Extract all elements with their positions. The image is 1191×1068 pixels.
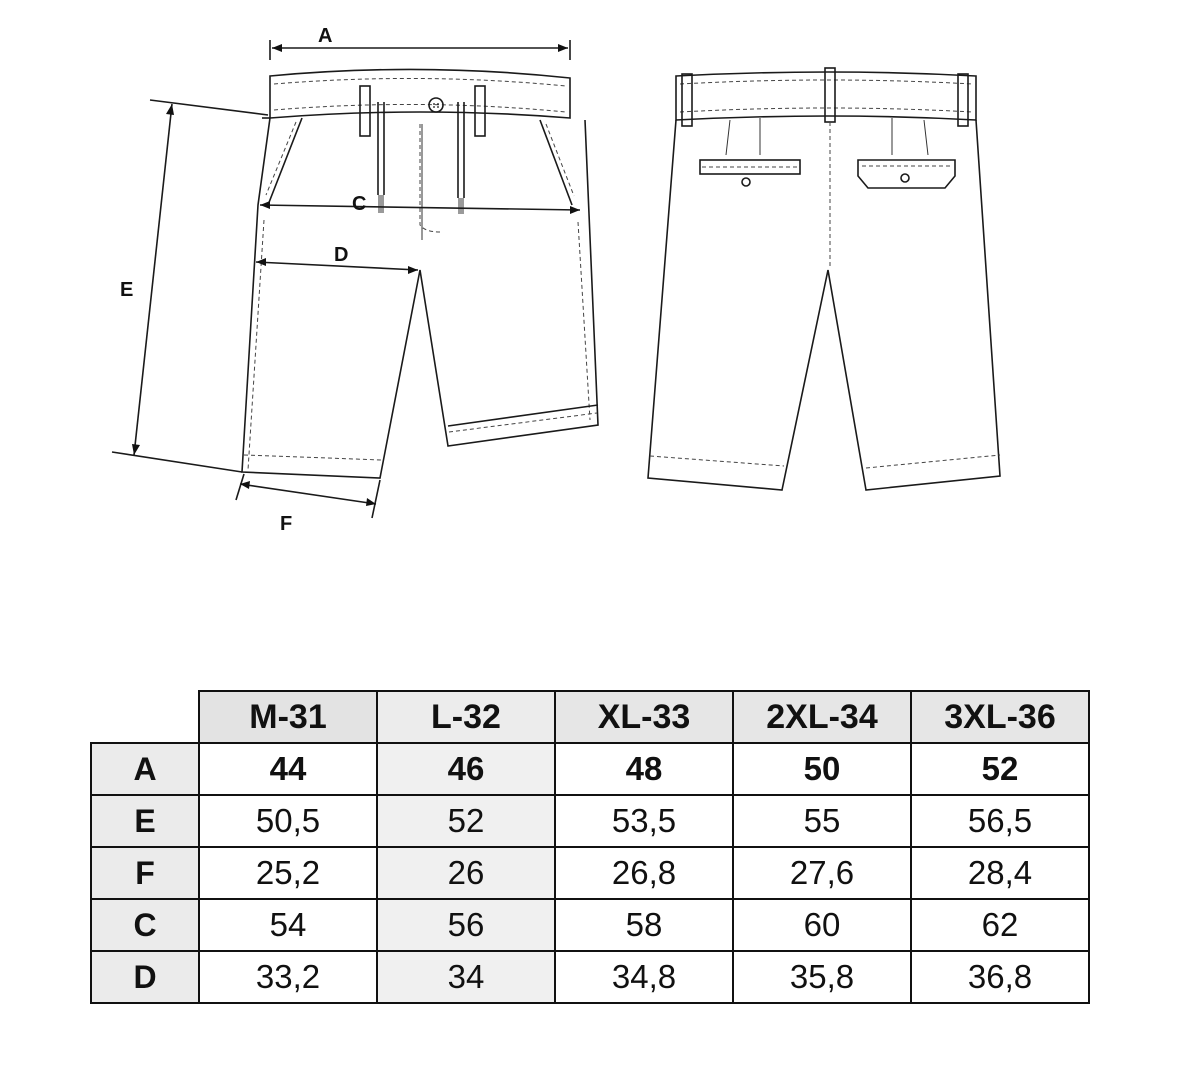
table-cell: 52: [911, 743, 1089, 795]
row-label: E: [91, 795, 199, 847]
table-cell: 26: [377, 847, 555, 899]
left-leg-hem: [244, 455, 382, 460]
back-view-shorts: [648, 68, 1000, 490]
table-cell: 26,8: [555, 847, 733, 899]
table-cell: 60: [733, 899, 911, 951]
table-cell: 52: [377, 795, 555, 847]
size-header: M-31: [199, 691, 377, 743]
table-cell: 27,6: [733, 847, 911, 899]
table-cell: 35,8: [733, 951, 911, 1003]
front-waistband: [270, 69, 570, 118]
table-row: [91, 795, 1089, 847]
front-belt-loop-right: [475, 86, 485, 136]
table-row: [91, 847, 1089, 899]
table-cell: 33,2: [199, 951, 377, 1003]
front-belt-loop-left: [360, 86, 370, 136]
table-cell: 28,4: [911, 847, 1089, 899]
table-cell: 58: [555, 899, 733, 951]
table-header-row: [91, 691, 1089, 743]
back-body-outline: [648, 120, 1000, 490]
back-belt-loop-right: [958, 74, 968, 126]
table-cell: 44: [199, 743, 377, 795]
front-body-outline: [242, 118, 598, 478]
table-cell: 50,5: [199, 795, 377, 847]
label-d: D: [334, 244, 349, 266]
table-cell: 62: [911, 899, 1089, 951]
label-a: A: [318, 25, 333, 47]
label-f: F: [280, 513, 293, 535]
table-corner: [91, 691, 199, 743]
table-cell: 50: [733, 743, 911, 795]
table-cell: 55: [733, 795, 911, 847]
table-cell: 48: [555, 743, 733, 795]
table-row: [91, 743, 1089, 795]
back-belt-loop-center: [825, 68, 835, 122]
table-cell: 34: [377, 951, 555, 1003]
back-belt-loop-left: [682, 74, 692, 126]
table-cell: 56: [377, 899, 555, 951]
front-view-shorts: [112, 25, 598, 535]
table-cell: 25,2: [199, 847, 377, 899]
drawstring-left: [378, 102, 384, 195]
size-header: L-32: [377, 691, 555, 743]
table-cell: 36,8: [911, 951, 1089, 1003]
row-label: D: [91, 951, 199, 1003]
back-waistband: [676, 72, 976, 120]
size-header: 3XL-36: [911, 691, 1089, 743]
row-label: A: [91, 743, 199, 795]
measure-f: [236, 474, 380, 535]
row-label: C: [91, 899, 199, 951]
back-pocket-left: [700, 160, 800, 174]
table-row: [91, 951, 1089, 1003]
label-e: E: [120, 279, 134, 301]
measure-a: [270, 25, 570, 60]
drawstring-right: [458, 102, 464, 198]
table-cell: 53,5: [555, 795, 733, 847]
measure-d: [256, 244, 418, 274]
size-header: XL-33: [555, 691, 733, 743]
table-cell: 56,5: [911, 795, 1089, 847]
table-cell: 46: [377, 743, 555, 795]
size-chart-table: [90, 690, 1090, 1004]
size-header: 2XL-34: [733, 691, 911, 743]
table-cell: 34,8: [555, 951, 733, 1003]
front-pocket-right: [540, 120, 572, 205]
table-row: [91, 899, 1089, 951]
table-cell: 54: [199, 899, 377, 951]
front-pocket-left: [268, 118, 302, 205]
label-c: C: [352, 193, 367, 215]
row-label: F: [91, 847, 199, 899]
